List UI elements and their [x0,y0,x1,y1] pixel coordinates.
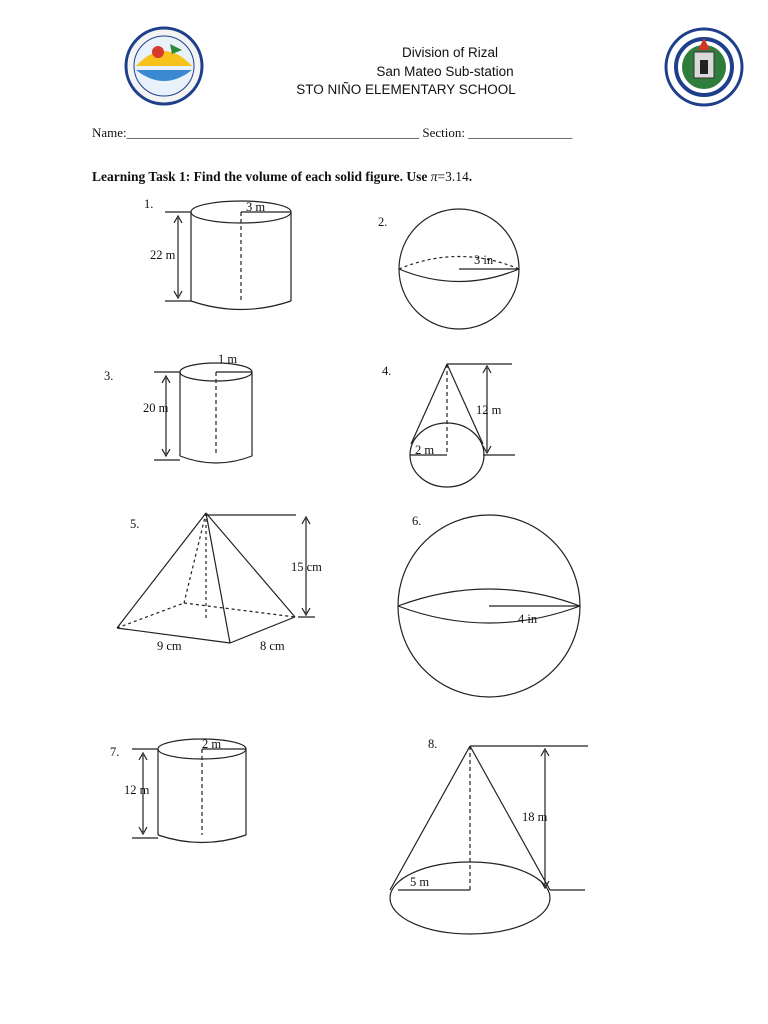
dimension-label: 1 m [218,352,238,366]
figure-number: 4. [382,364,392,378]
figure-number: 6. [412,514,422,528]
dimension-label: 20 m [143,401,169,415]
dimension-label: 5 m [410,875,430,889]
dimension-label: 18 m [522,810,548,824]
task-text: Learning Task 1: Find the volume of each solid figure. Use [92,169,431,184]
dimension-label: 4 in [518,612,538,626]
name-blank[interactable]: _____________________________________________ [126,125,420,140]
school-seal-logo [666,29,742,105]
dimension-label: 22 m [150,248,176,262]
dimension-label: 15 cm [291,560,322,574]
dimension-label: 2 m [415,443,435,457]
dimension-label: 9 cm [157,639,182,653]
header-school-name: STO NIÑO ELEMENTARY SCHOOL [296,82,516,97]
figure-6-sphere [398,515,580,697]
figure-2-sphere [399,209,519,329]
task-end: . [468,169,473,184]
division-logo [126,28,202,104]
section-blank[interactable]: ________________ [468,125,573,140]
dimension-label: 3 m [246,200,266,214]
figure-number: 7. [110,745,120,759]
learning-task-title [92,169,472,185]
figure-5-pyramid [117,513,315,643]
header-division: Division of Rizal [401,45,499,60]
figure-3-cylinder [154,363,252,463]
figure-number: 8. [428,737,438,751]
dimension-label: 3 in [474,253,494,267]
pi-value: =3.14 [437,169,469,184]
figure-number: 1. [144,197,154,211]
pi-symbol: π [430,169,438,184]
figure-number: 2. [378,215,388,229]
figure-1-cylinder [165,201,291,310]
name-label: Name: [92,125,127,140]
dimension-label: 12 m [476,403,502,417]
dimension-label: 8 cm [260,639,285,653]
figure-4-cone [410,364,515,487]
figure-number: 5. [130,517,140,531]
figure-8-cone [390,746,588,934]
dimension-label: 2 m [202,737,222,751]
figure-number: 3. [104,369,114,383]
dimension-label: 12 m [124,783,150,797]
header-substation: San Mateo Sub-station [376,64,514,79]
name-field-line[interactable] [92,125,572,141]
section-label: Section: [422,125,466,140]
